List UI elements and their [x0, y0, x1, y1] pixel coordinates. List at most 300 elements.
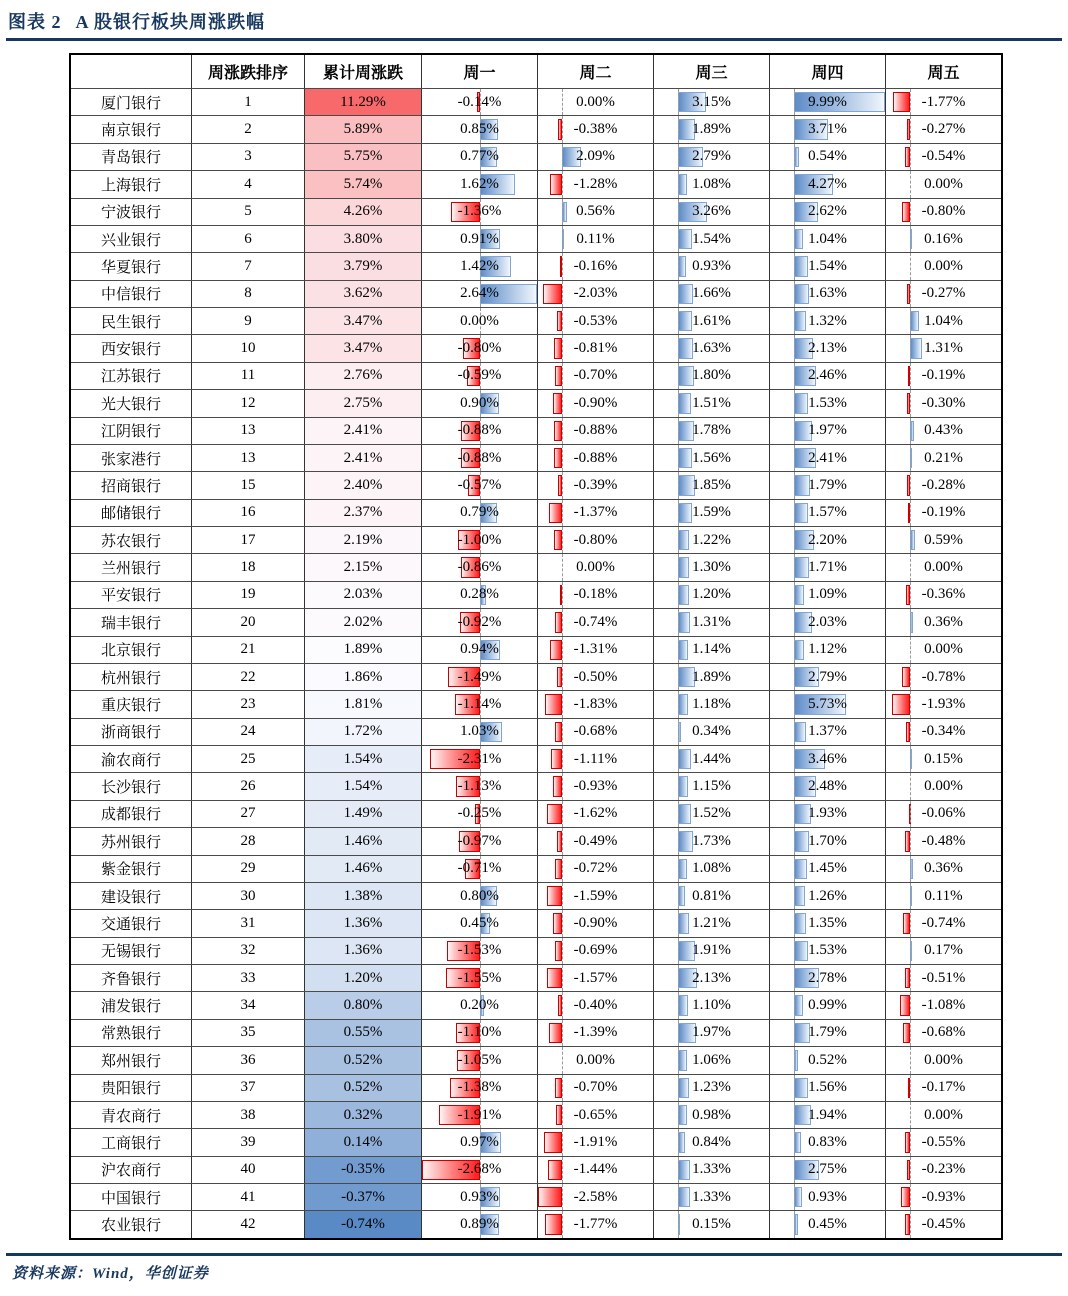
bank-cell [71, 910, 191, 936]
rank-value: 1 [244, 93, 252, 110]
cumulative-value: 1.46% [343, 832, 383, 849]
day-cell [421, 938, 537, 964]
rank-cell [191, 281, 304, 307]
day-value: -0.27% [921, 285, 966, 302]
zero-axis-line [562, 1157, 563, 1183]
zero-axis-line [794, 1211, 795, 1237]
table-row [71, 417, 1001, 444]
cumulative-cell [304, 1075, 421, 1101]
day-value: -0.80% [921, 203, 966, 220]
bank-cell [71, 1047, 191, 1073]
bank-name: 杭州银行 [100, 670, 161, 687]
bank-cell [71, 89, 191, 115]
day-cell [769, 965, 885, 991]
rank-cell [191, 308, 304, 334]
zero-axis-line [794, 418, 795, 444]
positive-data-bar [794, 557, 810, 577]
day-cell [885, 144, 1001, 170]
day-cell [537, 801, 653, 827]
day-cell [885, 664, 1001, 690]
cumulative-cell [304, 363, 421, 389]
negative-data-bar [548, 1160, 561, 1180]
day-value: 1.85% [692, 476, 731, 493]
bank-name: 成都银行 [100, 807, 161, 824]
zero-axis-line [562, 691, 563, 717]
zero-axis-line [794, 1020, 795, 1046]
day-value: -0.93% [573, 778, 618, 795]
rank-cell [191, 746, 304, 772]
zero-axis-line [678, 637, 679, 663]
cumulative-cell [304, 171, 421, 197]
cumulative-cell [304, 746, 421, 772]
zero-axis-line [910, 116, 911, 142]
day-cell [421, 1075, 537, 1101]
day-cell [537, 746, 653, 772]
day-value: -1.28% [573, 175, 618, 192]
day-value: 1.52% [692, 805, 731, 822]
zero-axis-line [794, 89, 795, 115]
day-value: 2.79% [808, 668, 847, 685]
day-cell [421, 308, 537, 334]
header-cell-7 [885, 55, 1001, 88]
zero-axis-line [678, 226, 679, 252]
day-value: 0.17% [924, 942, 963, 959]
zero-axis-line [562, 938, 563, 964]
bank-cell [71, 527, 191, 553]
bank-name: 长沙银行 [100, 780, 161, 797]
day-value: 1.10% [692, 997, 731, 1014]
table-row [71, 143, 1001, 170]
cumulative-cell [304, 992, 421, 1018]
day-value: -1.31% [573, 641, 618, 658]
day-value: 1.57% [808, 504, 847, 521]
day-value: 0.59% [924, 531, 963, 548]
day-value: 0.28% [460, 586, 499, 603]
day-cell [885, 856, 1001, 882]
day-value: 0.77% [460, 148, 499, 165]
zero-axis-line [562, 554, 563, 580]
day-value: -0.40% [573, 997, 618, 1014]
day-value: 2.78% [808, 969, 847, 986]
header-label: 周五 [927, 65, 960, 82]
day-value: 1.63% [692, 340, 731, 357]
day-value: 1.03% [460, 723, 499, 740]
rank-value: 2 [244, 121, 252, 138]
bank-cell [71, 171, 191, 197]
zero-axis-line [794, 691, 795, 717]
bank-name: 苏农银行 [100, 533, 161, 550]
day-cell [421, 856, 537, 882]
header-cell-3 [421, 55, 537, 88]
zero-axis-line [910, 1075, 911, 1101]
day-value: -1.00% [457, 531, 502, 548]
rank-cell [191, 1157, 304, 1183]
bank-name: 交通银行 [100, 916, 161, 933]
positive-data-bar [910, 311, 920, 331]
positive-data-bar [678, 913, 689, 933]
rank-value: 5 [244, 203, 252, 220]
day-cell [653, 965, 769, 991]
day-value: 1.08% [692, 175, 731, 192]
cumulative-cell [304, 664, 421, 690]
day-cell [653, 199, 769, 225]
day-cell [769, 609, 885, 635]
cumulative-cell [304, 883, 421, 909]
zero-axis-line [562, 418, 563, 444]
day-value: 1.78% [692, 422, 731, 439]
bank-name: 上海银行 [100, 177, 161, 194]
table-row [71, 307, 1001, 334]
day-value: 1.94% [808, 1106, 847, 1123]
day-cell [537, 691, 653, 717]
cumulative-value: 2.03% [343, 586, 383, 603]
zero-axis-line [678, 281, 679, 307]
day-value: 1.33% [692, 1161, 731, 1178]
day-value: 2.41% [808, 449, 847, 466]
bank-cell [71, 1157, 191, 1183]
header-cell-2 [304, 55, 421, 88]
day-cell [885, 1102, 1001, 1128]
bank-table-header [71, 55, 1001, 88]
day-cell [537, 144, 653, 170]
header-label: 周四 [811, 65, 844, 82]
rank-value: 22 [240, 668, 256, 685]
positive-data-bar [794, 229, 804, 249]
zero-axis-line [678, 500, 679, 526]
day-cell [769, 89, 885, 115]
cumulative-cell [304, 938, 421, 964]
day-value: -0.72% [573, 860, 618, 877]
day-cell [885, 335, 1001, 361]
zero-axis-line [910, 637, 911, 663]
day-cell [885, 445, 1001, 471]
day-value: -0.49% [573, 832, 618, 849]
table-row [71, 991, 1001, 1018]
zero-axis-line [678, 1075, 679, 1101]
negative-data-bar [550, 640, 562, 660]
day-cell [421, 773, 537, 799]
bank-cell [71, 828, 191, 854]
day-value: -1.55% [457, 969, 502, 986]
day-value: -1.38% [457, 1079, 502, 1096]
day-value: -0.19% [921, 504, 966, 521]
cumulative-value: -0.37% [341, 1188, 385, 1205]
positive-data-bar [678, 1132, 686, 1152]
day-value: -0.69% [573, 942, 618, 959]
table-row [71, 663, 1001, 690]
bank-cell [71, 418, 191, 444]
cumulative-cell [304, 582, 421, 608]
day-cell [885, 116, 1001, 142]
day-cell [653, 1075, 769, 1101]
day-value: 1.14% [692, 641, 731, 658]
day-value: -0.18% [573, 586, 618, 603]
day-cell [537, 965, 653, 991]
zero-axis-line [910, 253, 911, 279]
day-value: 1.71% [808, 559, 847, 576]
rank-cell [191, 965, 304, 991]
rank-cell [191, 116, 304, 142]
zero-axis-line [910, 883, 911, 909]
day-value: -0.74% [921, 914, 966, 931]
day-cell [421, 828, 537, 854]
day-cell [769, 554, 885, 580]
rank-cell [191, 89, 304, 115]
day-cell [537, 910, 653, 936]
day-value: -0.27% [921, 121, 966, 138]
day-cell [653, 554, 769, 580]
zero-axis-line [678, 1211, 679, 1237]
negative-data-bar [553, 776, 562, 796]
cumulative-cell [304, 1102, 421, 1128]
positive-data-bar [678, 886, 685, 906]
day-cell [537, 199, 653, 225]
zero-axis-line [910, 171, 911, 197]
day-cell [653, 144, 769, 170]
day-value: -1.10% [457, 1024, 502, 1041]
day-cell [885, 171, 1001, 197]
figure-title-text: A 股银行板块周涨跌幅 [75, 12, 266, 32]
rank-cell [191, 773, 304, 799]
zero-axis-line [562, 582, 563, 608]
day-value: 0.93% [460, 1188, 499, 1205]
cumulative-value: 1.36% [343, 914, 383, 931]
positive-data-bar [678, 1050, 688, 1070]
day-cell [885, 965, 1001, 991]
day-value: 0.97% [460, 1133, 499, 1150]
day-value: -0.92% [457, 613, 502, 630]
rank-value: 37 [240, 1079, 256, 1096]
zero-axis-line [794, 965, 795, 991]
table-row [71, 937, 1001, 964]
day-value: 1.20% [692, 586, 731, 603]
day-value: 1.04% [808, 230, 847, 247]
bank-cell [71, 363, 191, 389]
zero-axis-line [794, 1129, 795, 1155]
cumulative-value: 0.55% [343, 1024, 383, 1041]
bank-name: 无锡银行 [100, 944, 161, 961]
bank-name: 建设银行 [100, 889, 161, 906]
positive-data-bar [678, 1187, 690, 1207]
day-cell [421, 1129, 537, 1155]
zero-axis-line [794, 144, 795, 170]
rank-value: 38 [240, 1106, 256, 1123]
cumulative-value: 1.81% [343, 695, 383, 712]
day-cell [537, 89, 653, 115]
negative-data-bar [554, 530, 561, 550]
table-row [71, 334, 1001, 361]
day-cell [885, 253, 1001, 279]
day-value: -0.38% [573, 121, 618, 138]
day-value: -1.14% [457, 695, 502, 712]
day-cell [653, 719, 769, 745]
day-cell [653, 801, 769, 827]
zero-axis-line [910, 719, 911, 745]
zero-axis-line [678, 746, 679, 772]
bank-name: 青农商行 [100, 1108, 161, 1125]
day-cell [537, 554, 653, 580]
day-cell [537, 828, 653, 854]
rank-cell [191, 554, 304, 580]
cumulative-cell [304, 418, 421, 444]
zero-axis-line [562, 1102, 563, 1128]
day-cell [769, 500, 885, 526]
day-cell [885, 363, 1001, 389]
rank-value: 30 [240, 887, 256, 904]
cumulative-cell [304, 226, 421, 252]
zero-axis-line [794, 308, 795, 334]
rank-value: 26 [240, 778, 256, 795]
bank-name: 紫金银行 [100, 862, 161, 879]
day-value: 1.31% [924, 340, 963, 357]
zero-axis-line [678, 691, 679, 717]
day-cell [653, 1184, 769, 1210]
day-value: -0.97% [457, 832, 502, 849]
positive-data-bar [678, 229, 692, 249]
day-value: 0.93% [808, 1188, 847, 1205]
zero-axis-line [910, 609, 911, 635]
day-value: -1.83% [573, 695, 618, 712]
day-value: 1.26% [808, 887, 847, 904]
day-value: 1.59% [692, 504, 731, 521]
rank-cell [191, 500, 304, 526]
day-value: -0.30% [921, 394, 966, 411]
rank-value: 27 [240, 805, 256, 822]
day-value: -1.39% [573, 1024, 618, 1041]
day-value: 0.11% [924, 887, 963, 904]
day-cell [653, 1129, 769, 1155]
day-value: 0.45% [808, 1216, 847, 1233]
title-rule [6, 38, 1062, 41]
day-cell [885, 1129, 1001, 1155]
day-cell [421, 609, 537, 635]
day-cell [653, 253, 769, 279]
day-cell [885, 1075, 1001, 1101]
rank-cell [191, 856, 304, 882]
day-cell [421, 554, 537, 580]
day-value: 0.00% [924, 1051, 963, 1068]
rank-value: 3 [244, 148, 252, 165]
day-cell [421, 719, 537, 745]
rank-cell [191, 418, 304, 444]
day-value: 1.06% [692, 1051, 731, 1068]
zero-axis-line [794, 281, 795, 307]
negative-data-bar [892, 694, 910, 714]
negative-data-bar [549, 503, 562, 523]
bank-cell [71, 1129, 191, 1155]
header-cell-4 [537, 55, 653, 88]
day-cell [769, 1047, 885, 1073]
positive-data-bar [794, 311, 806, 331]
day-value: -0.71% [457, 860, 502, 877]
rank-value: 10 [240, 340, 256, 357]
zero-axis-line [794, 1157, 795, 1183]
day-value: -0.19% [921, 367, 966, 384]
day-cell [769, 253, 885, 279]
zero-axis-line [910, 856, 911, 882]
table-row [71, 636, 1001, 663]
rank-cell [191, 390, 304, 416]
rank-cell [191, 992, 304, 1018]
cumulative-value: 11.29% [340, 93, 386, 110]
table-row [71, 608, 1001, 635]
day-cell [537, 938, 653, 964]
day-cell [653, 1102, 769, 1128]
day-cell [537, 1157, 653, 1183]
day-value: 1.79% [808, 476, 847, 493]
day-value: 0.56% [576, 203, 615, 220]
day-value: -0.88% [457, 449, 502, 466]
day-cell [537, 582, 653, 608]
cumulative-value: 0.52% [343, 1051, 383, 1068]
day-cell [885, 500, 1001, 526]
negative-data-bar [903, 913, 910, 933]
zero-axis-line [910, 910, 911, 936]
zero-axis-line [678, 418, 679, 444]
cumulative-value: 0.80% [343, 997, 383, 1014]
day-value: -1.44% [573, 1161, 618, 1178]
cumulative-cell [304, 801, 421, 827]
rank-cell [191, 363, 304, 389]
day-cell [653, 637, 769, 663]
rank-value: 33 [240, 969, 256, 986]
day-value: 0.43% [924, 422, 963, 439]
day-value: -0.74% [573, 613, 618, 630]
day-value: 0.93% [692, 257, 731, 274]
rank-cell [191, 1020, 304, 1046]
zero-axis-line [794, 445, 795, 471]
day-cell [769, 199, 885, 225]
positive-data-bar [794, 913, 806, 933]
day-cell [537, 226, 653, 252]
day-cell [537, 418, 653, 444]
rank-value: 11 [240, 367, 256, 384]
day-value: -0.51% [921, 969, 966, 986]
day-cell [653, 746, 769, 772]
day-value: 0.00% [924, 641, 963, 658]
day-cell [421, 746, 537, 772]
positive-data-bar [678, 749, 691, 769]
bank-name: 农业银行 [100, 1218, 161, 1235]
zero-axis-line [910, 1102, 911, 1128]
bank-cell [71, 609, 191, 635]
negative-data-bar [544, 1132, 561, 1152]
positive-data-bar [794, 256, 808, 276]
positive-data-bar [794, 393, 808, 413]
day-value: 0.81% [692, 887, 731, 904]
negative-data-bar [547, 804, 562, 824]
bank-cell [71, 116, 191, 142]
zero-axis-line [794, 883, 795, 909]
day-value: 5.73% [808, 695, 847, 712]
table-row [71, 444, 1001, 471]
rank-cell [191, 226, 304, 252]
day-value: -0.50% [573, 668, 618, 685]
cumulative-value: 1.86% [343, 668, 383, 685]
bank-cell [71, 445, 191, 471]
bank-name: 青岛银行 [100, 150, 161, 167]
zero-axis-line [794, 527, 795, 553]
zero-axis-line [562, 1047, 563, 1073]
day-value: -0.28% [921, 476, 966, 493]
cumulative-value: 2.41% [343, 422, 383, 439]
rank-cell [191, 199, 304, 225]
rank-cell [191, 691, 304, 717]
day-cell [653, 445, 769, 471]
positive-data-bar [678, 503, 693, 523]
zero-axis-line [794, 719, 795, 745]
zero-axis-line [910, 144, 911, 170]
